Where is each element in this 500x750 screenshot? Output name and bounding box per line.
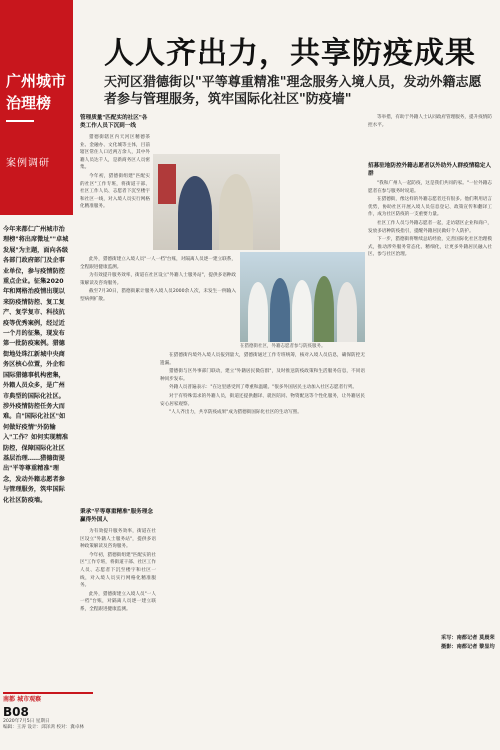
photo-volunteers-1	[153, 154, 280, 250]
paragraph: 在猎德街，像这样的外籍志愿者还有很多。他们利用语言优势，协助社区开展入境人员信息登记、政策宣传和翻译工作，成为社区防疫的一支重要力量。	[368, 197, 492, 218]
person-figure	[270, 278, 290, 342]
page-footer	[3, 690, 93, 731]
person-figure	[314, 276, 334, 342]
paragraph: "人人齐出力，共享防疫成果"成为猎德街国际化社区的生动写照。	[169, 410, 302, 416]
article-column-4b	[368, 180, 492, 628]
paragraph: 在猎德街内境外入境人员报到量大，猎德街通过工作专班统筹，核对入境人员信息，确保防控无遗漏。	[160, 353, 365, 366]
paragraph: 猎德街辖区内天河区精德茶业、金融办、文化城等主体，目前辖区常住人口近两万余人，其中外籍人员达千人，是新商务区人员密集。	[80, 135, 150, 171]
section-title: 广州城市 治理榜	[6, 72, 67, 112]
paragraph: 社区工作人员与外籍志愿者一起，走访辖区企业和商户，发放多语种防疫指引，提醒外籍居民做好个人防护。	[368, 220, 492, 234]
photo-caption-2: 在猎德街社区，外籍志愿者参与防疫服务。	[240, 344, 326, 349]
page-subheadline: 天河区猎德街以"平等尊重精准"理念服务入境人员，发动外籍志愿者参与管理服务，筑牢国际化社区"防疫墙"	[104, 75, 482, 107]
person-figure	[248, 282, 268, 342]
article-column-3	[160, 352, 365, 727]
section-subtitle: 案例调研	[6, 158, 50, 169]
footer-brand: 南都 城市观察	[3, 696, 42, 703]
footer-editors: 编辑：王涛 设计：邱泽鸿 校对：冀卓林	[3, 725, 85, 730]
paragraph: 此外，猎德街建立入境人员"一人一档"台账，对隔离人员逐一建立联系，全程跟进健康监测。	[80, 591, 156, 612]
article-column-4a	[368, 114, 492, 158]
paragraph: 此外，猎德街建立入境人员"一人一档"台账，对隔离人员逐一建立联系，全程跟进健康监测。	[80, 257, 236, 270]
section-banner	[0, 0, 73, 215]
poster-board	[158, 164, 176, 204]
person-figure	[337, 282, 357, 342]
person-figure	[178, 176, 212, 250]
lead-paragraph: 今年来都仁广州城市治理榜"将出席微址""卓城发展"为主题，面向各级各部门政府部门及企事业单位，参与疫情防控重点企业。征集2020年和网格治疫情出现以来防疫情防控、复工复产、复学复市、科技抗疫等优秀案例，经过近一个月的征集，现发布第一批防疫案例。猎德街地处珠江新城中央商务区核心位置，外企和国际猎德事机构密集，外籍人员众多，是广州市典型的国际化社区。涉外疫情防控任务大而难。自"国际化社区"如何做好疫情"外防输入"工作？如何实现精准防控，保障国际化社区基层治理……猎德街提出"平等尊重精准"理念，发动外籍志愿者参与管理服务，筑牢国际化社区防疫墙。	[3, 226, 69, 504]
person-figure	[219, 174, 253, 250]
paragraph: 外籍人员普遍表示："在这里感受到了尊重和温暖。"很多外国居民主动加入社区志愿者行列。	[169, 385, 357, 391]
section-heading-2: 秉承"平等尊重精准"服务理念赢得外国人	[80, 509, 153, 523]
paragraph: 今年初，猎德街组建"匹配实的社区"工作专班，将街道干部、社区工作人员、志愿者下沉至楼宇和社区一线，对入境人员实行网格化精准服务。	[80, 173, 150, 210]
page-headline: 人人齐出力，共享防疫成果	[104, 36, 476, 71]
credit-photographer: 摄影：南都记者 黎显均	[441, 644, 495, 650]
paragraph: 等举措，有助于外籍人士认同政府管理服务，提升疫情防控水平。	[368, 115, 492, 128]
article-column-2	[80, 134, 150, 254]
section-divider	[6, 120, 34, 122]
footer-date: 2020年7月5日 星期日	[3, 719, 50, 724]
paragraph: "我和广州人一起防疫，这是我们共同的家。"一位外籍志愿者在参与服务时说道。	[368, 181, 492, 194]
credit-writer: 采写：南都记者 莫晨荣	[441, 635, 495, 641]
paragraph: 下一步，猎德街将继续总结经验，完善国际化社区治理模式，推动涉外服务常态化、精细化，让更多外籍居民融入社区、参与社区治理。	[368, 237, 492, 258]
section-heading-3: 招募驻地防控外籍志愿者以外助外人群疫情稳定人群	[368, 163, 492, 177]
paragraph: 截至7月30日，猎德街累计服务入境人员2000余人次，未发生一例输入型病例扩散。	[80, 289, 236, 302]
section-heading-1: 管理质量"匹配实的社区"各类工作人员下沉到一线	[80, 115, 148, 129]
person-figure	[292, 280, 312, 342]
paragraph: 为有效提升服务效率，街道在社区设立"外籍人士服务站"，提供多语种政策解读及咨询服务。	[80, 273, 236, 286]
paragraph: 为有效提升服务效率，街道在社区设立"外籍人士服务站"，提供多语种政策解读及咨询服务。	[80, 529, 156, 550]
paragraph: 猎德街与区外事部门联动，建立"外籍居民微信群"，及时推送防疫政策和生活服务信息，不同语种同步发布。	[160, 369, 365, 382]
page-number: B08	[3, 705, 29, 719]
article-credits	[441, 634, 495, 652]
paragraph: 对于有特殊需求的外籍人员，街道还提供翻译、就医陪同、物资配送等个性化服务，让外籍居民安心居家观察。	[160, 393, 365, 407]
paragraph: 今年初，猎德街组建"匹配实的社区"工作专班，将街道干部、社区工作人员、志愿者下沉至楼宇和社区一线，对入境人员实行网格化精准服务。	[80, 552, 156, 589]
photo-volunteers-2	[240, 252, 365, 342]
